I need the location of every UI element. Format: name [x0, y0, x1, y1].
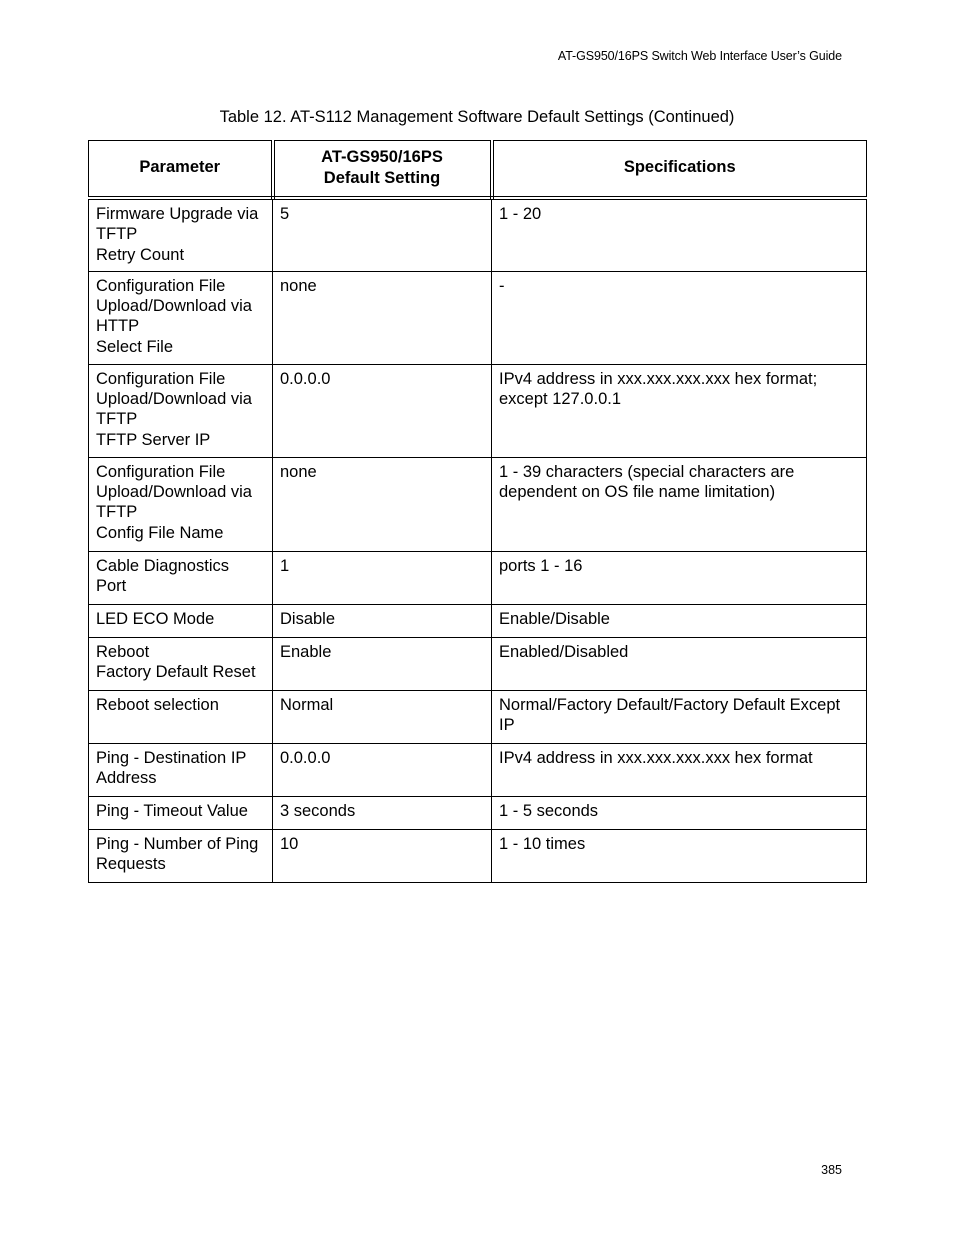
- table-caption: Table 12. AT-S112 Management Software Default Settings (Continued): [219, 108, 735, 126]
- parameter-line: Configuration File: [96, 369, 226, 388]
- default-setting-cell: 3 seconds: [273, 796, 492, 829]
- table-row: [89, 198, 867, 271]
- table-row: [89, 271, 867, 364]
- parameter-cell: [89, 637, 273, 690]
- column-header-specifications: [492, 141, 867, 199]
- parameter-cell: [89, 364, 273, 457]
- parameter-line: TFTP: [96, 410, 138, 429]
- default-setting-cell: 0.0.0.0: [273, 743, 492, 796]
- parameter-line: TFTP: [96, 225, 138, 244]
- specifications-cell: ports 1 - 16: [492, 551, 867, 604]
- specifications-cell: Enabled/Disabled: [492, 637, 867, 690]
- parameter-line: Firmware Upgrade via: [96, 205, 259, 223]
- parameter-line: Ping - Destination IP: [96, 748, 247, 767]
- default-setting-cell: none: [273, 271, 492, 364]
- table-row: [89, 551, 867, 604]
- parameter-line: Cable Diagnostics: [96, 556, 229, 575]
- specifications-cell: IPv4 address in xxx.xxx.xxx.xxx hex format: [492, 743, 867, 796]
- parameter-line: Requests: [96, 855, 166, 874]
- parameter-line: Upload/Download via: [96, 297, 252, 316]
- table-row: [89, 364, 867, 457]
- specifications-cell: 1 - 39 characters (special characters are dependent on OS file name limitation): [492, 457, 867, 551]
- parameter-line: Upload/Download via: [96, 483, 252, 502]
- table-row: [89, 457, 867, 551]
- parameter-line: TFTP Server IP: [96, 430, 211, 449]
- parameter-cell: [89, 457, 273, 551]
- specifications-cell: 1 - 5 seconds: [492, 796, 867, 829]
- specifications-cell: 1 - 10 times: [492, 829, 867, 882]
- default-setting-cell: Enable: [273, 637, 492, 690]
- specifications-cell: 1 - 20: [492, 198, 867, 271]
- table-row: [89, 604, 867, 637]
- specifications-cell: -: [492, 271, 867, 364]
- parameter-line: Address: [96, 769, 157, 788]
- parameter-cell: [89, 743, 273, 796]
- specifications-cell: Normal/Factory Default/Factory Default Except IP: [492, 690, 867, 743]
- parameter-cell: [89, 271, 273, 364]
- parameter-cell: [89, 690, 273, 743]
- parameter-cell: [89, 829, 273, 882]
- parameter-cell: [89, 604, 273, 637]
- table-header-row: [89, 141, 867, 199]
- parameter-line: TFTP: [96, 503, 138, 522]
- table-row: [89, 690, 867, 743]
- settings-table: [88, 140, 867, 883]
- default-setting-cell: Disable: [273, 604, 492, 637]
- column-header-line: Parameter: [139, 158, 221, 177]
- parameter-line: Configuration File: [96, 462, 226, 481]
- table-row: [89, 829, 867, 882]
- running-header: AT-GS950/16PS Switch Web Interface User’s Guide: [557, 49, 842, 63]
- parameter-line: HTTP: [96, 317, 140, 336]
- column-header-parameter: [89, 141, 273, 199]
- parameter-line: Upload/Download via: [96, 390, 252, 409]
- default-setting-cell: none: [273, 457, 492, 551]
- page-number: 385: [821, 1163, 842, 1177]
- column-header-default-setting: [273, 141, 492, 199]
- specifications-cell: IPv4 address in xxx.xxx.xxx.xxx hex format; except 127.0.0.1: [492, 364, 867, 457]
- parameter-line: Reboot: [96, 642, 150, 661]
- parameter-line: Ping - Number of Ping: [96, 834, 259, 853]
- parameter-line: Factory Default Reset: [96, 663, 256, 682]
- parameter-cell: [89, 551, 273, 604]
- default-setting-cell: Normal: [273, 690, 492, 743]
- table-row: [89, 796, 867, 829]
- default-setting-cell: 5: [273, 198, 492, 271]
- specifications-cell: Enable/Disable: [492, 604, 867, 637]
- default-setting-cell: 10: [273, 829, 492, 882]
- default-setting-cell: 0.0.0.0: [273, 364, 492, 457]
- parameter-cell: [89, 198, 273, 271]
- column-header-line: AT-GS950/16PS: [321, 148, 443, 167]
- parameter-line: LED ECO Mode: [96, 609, 215, 628]
- parameter-line: Retry Count: [96, 245, 185, 264]
- table-row: [89, 743, 867, 796]
- parameter-line: Select File: [96, 337, 174, 356]
- parameter-cell: [89, 796, 273, 829]
- parameter-line: Ping - Timeout Value: [96, 801, 248, 820]
- parameter-line: Port: [96, 577, 127, 596]
- table-row: [89, 637, 867, 690]
- default-setting-cell: 1: [273, 551, 492, 604]
- column-header-line: Default Setting: [323, 168, 441, 187]
- parameter-line: Reboot selection: [96, 695, 219, 714]
- parameter-line: Config File Name: [96, 523, 224, 542]
- parameter-line: Configuration File: [96, 276, 226, 295]
- column-header-line: Specifications: [623, 158, 736, 177]
